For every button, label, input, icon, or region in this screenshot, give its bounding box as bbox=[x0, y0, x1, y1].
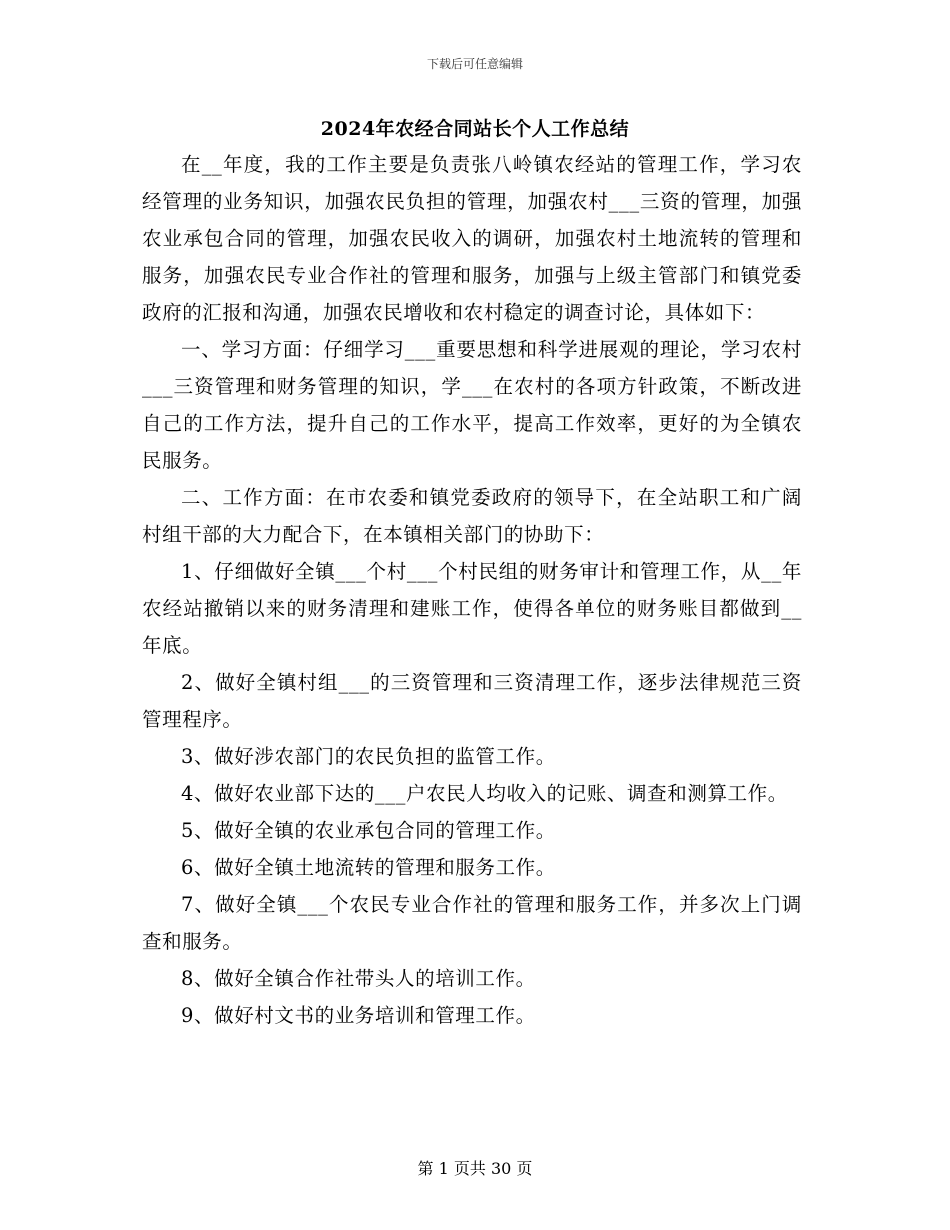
paragraph: 2、做好全镇村组___的三资管理和三资清理工作，逐步法律规范三资管理程序。 bbox=[142, 671, 802, 731]
paragraph: 4、做好农业部下达的___户农民人均收入的记账、调查和测算工作。 bbox=[181, 782, 788, 805]
paragraph: 在__年度，我的工作主要是负责张八岭镇农经站的管理工作，学习农经管理的业务知识，加强农民负担的管理，加强农村___三资的管理，加强农业承包合同的管理，加强农民收入的调研，加强农村土地流转的管理和服务，加强农民专业合作社的管理和服务，加强与上级主管部门和镇党委政府的汇报和沟通，加强农民增收和农村稳定的调查讨论，具体如下： bbox=[142, 153, 802, 324]
paragraph: 一、学习方面：仔细学习___重要思想和科学进展观的理论，学习农村___三资管理和财务管理的知识，学___在农村的各项方针政策，不断改进自己的工作方法，提升自己的工作水平，提高工作效率，更好的为全镇农民服务。 bbox=[142, 338, 802, 472]
paragraph: 5、做好全镇的农业承包合同的管理工作。 bbox=[181, 819, 556, 842]
paragraph: 7、做好全镇___个农民专业合作社的管理和服务工作，并多次上门调查和服务。 bbox=[142, 893, 802, 953]
document-title: 2024年农经合同站长个人工作总结 bbox=[320, 118, 630, 140]
paragraph: 1、仔细做好全镇___个村___个村民组的财务审计和管理工作，从__年农经站撤销以来的财务清理和建账工作，使得各单位的财务账目都做到__年底。 bbox=[142, 560, 802, 657]
header-note: 下载后可任意编辑 bbox=[426, 57, 523, 71]
page-number: 第 1 页共 30 页 bbox=[417, 1159, 533, 1178]
paragraph: 9、做好村文书的业务培训和管理工作。 bbox=[181, 1004, 536, 1027]
paragraph: 二、工作方面：在市农委和镇党委政府的领导下，在全站职工和广阔村组干部的大力配合下，在本镇相关部门的协助下： bbox=[142, 486, 802, 546]
paragraph: 6、做好全镇土地流转的管理和服务工作。 bbox=[181, 856, 556, 879]
paragraph: 8、做好全镇合作社带头人的培训工作。 bbox=[181, 967, 536, 990]
document-body bbox=[142, 146, 802, 1034]
paragraph: 3、做好涉农部门的农民负担的监管工作。 bbox=[181, 745, 556, 768]
